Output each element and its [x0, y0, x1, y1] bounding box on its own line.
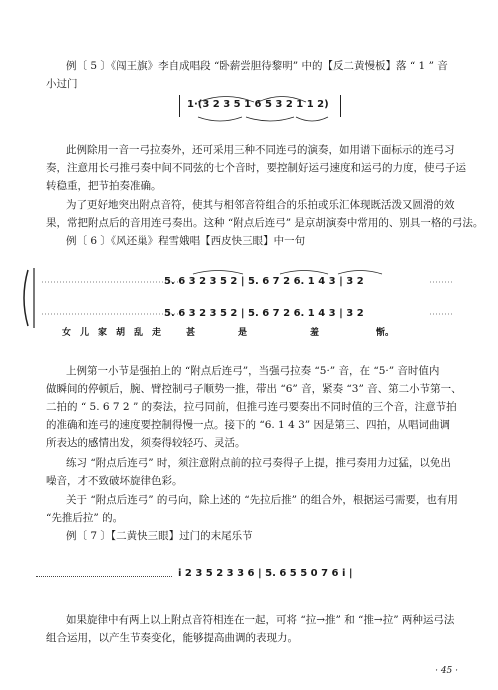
score-example5-notes: 1·(3 2 3 5 1 6 5 3 2 1 1 2) — [187, 99, 329, 110]
para4-line4: 的准确和连弓的速度要控制得慢一点。接下的 “6. 1 4 3” 因是第三、四拍，从唱词曲调 — [46, 419, 450, 431]
para7-line2: 组合运用，以产生节奏变化，能够提高曲调的表现力。 — [46, 632, 298, 644]
score-example7-leader — [36, 576, 172, 577]
para2-line3: 转稳重，把节拍奏准确。 — [46, 180, 162, 192]
lyric-char: 走 — [152, 328, 162, 338]
example5-caption: 例〔 5 〕《闯王旗》李自成唱段 “卧薪尝胆待黎明” 中的【反二黄慢板】落 “ 1 ” 音 — [66, 60, 448, 72]
example6-caption: 例〔 6 〕《风还巢》程雪娥唱【西皮快三眼】中一句 — [66, 235, 306, 247]
example7-caption: 例〔 7 〕【二黄快三眼】过门的末尾乐节 — [66, 530, 253, 542]
para5-line1: 练习 “附点后连弓” 时，须注意附点前的拉弓奏得子上提，推弓奏用力过猛，以免出 — [66, 457, 451, 469]
lyric-char: 胡 — [116, 328, 126, 338]
lyric-char: 是 — [238, 328, 248, 338]
para3-line1: 为了更好地突出附点音符，使其与相邻音符组合的乐拍或乐汇体现既活泼又圆滑的效 — [66, 199, 455, 211]
para4-line5: 所表达的感情出发，须奏得较轻巧、灵活。 — [46, 437, 246, 449]
lyric-char: 乱 — [134, 328, 144, 338]
score-example6-bottom: 5. 6 3 2 3 5 2 | 5. 6 7 2 6. 1 4 3 | 3 2 — [164, 308, 364, 319]
para4-line1: 上例第一小节是强拍上的 “附点后连弓”，当强弓拉奏 “5·” 音，在 “5·” 音时值内 — [66, 365, 440, 377]
para7-line1: 如果旋律中有两上以上附点音符相连在一起，可将 “拉→推” 和 “推→拉” 两种运弓法 — [66, 614, 455, 626]
lyric-char: 羞 — [310, 328, 320, 338]
lyric-char: 惭。 — [376, 328, 395, 338]
para4-line2: 做瞬间的停顿后，腕、臂控制弓子顺势一推，带出 “6” 音，紧奏 “3” 音、第二小节第一、 — [46, 383, 462, 395]
barline — [340, 95, 341, 117]
score-example6-top: 5. 6 3 2 3 5 2 | 5. 6 7 2 6. 1 4 3 | 3 2 — [164, 276, 364, 287]
para3-line2: 果，常把附点后的音用连弓奏出。这种 “附点后连弓” 是京胡演奏中常用的、别具一格的弓法。 — [46, 217, 484, 229]
score-example6-frame — [18, 262, 458, 334]
score-example5-slurs — [196, 93, 336, 127]
para6-line2: “先推后拉” 的。 — [46, 512, 124, 524]
lyric-char: 家 — [98, 328, 108, 338]
para2-line2: 奏，注意用长弓推弓奏中间不同弦的七个音时，要控制好运弓速度和运弓的力度，使弓子运 — [46, 162, 466, 174]
score-example7: i 2 3 5 2 3 3 6 | 5. 6 5 5 0 7 6 i | — [178, 568, 353, 579]
lyric-char: 甚 — [186, 328, 196, 338]
example5-caption-cont: 小过门 — [46, 78, 78, 90]
para2-line1: 此例除用一音一弓拉奏外，还可采用三种不同连弓的演奏，如用谱下面标示的连弓习 — [66, 144, 455, 156]
barline — [179, 95, 180, 117]
lyric-char: 女 — [62, 328, 72, 338]
para5-line2: 噪音，才不致破坏旋律色彩。 — [46, 475, 183, 487]
para4-line3: 二拍的 “ 5. 6 7 2 ” 的奏法，拉弓同前，但推弓连弓要奏出不同时值的三个音，注意节拍 — [46, 401, 457, 413]
lyric-char: 儿 — [80, 328, 90, 338]
page-number: · 45 · — [435, 666, 458, 676]
para6-line1: 关于 “附点后连弓” 的弓向，除上述的 “先拉后推” 的组合外，根据运弓需要，也有用 — [66, 494, 458, 506]
